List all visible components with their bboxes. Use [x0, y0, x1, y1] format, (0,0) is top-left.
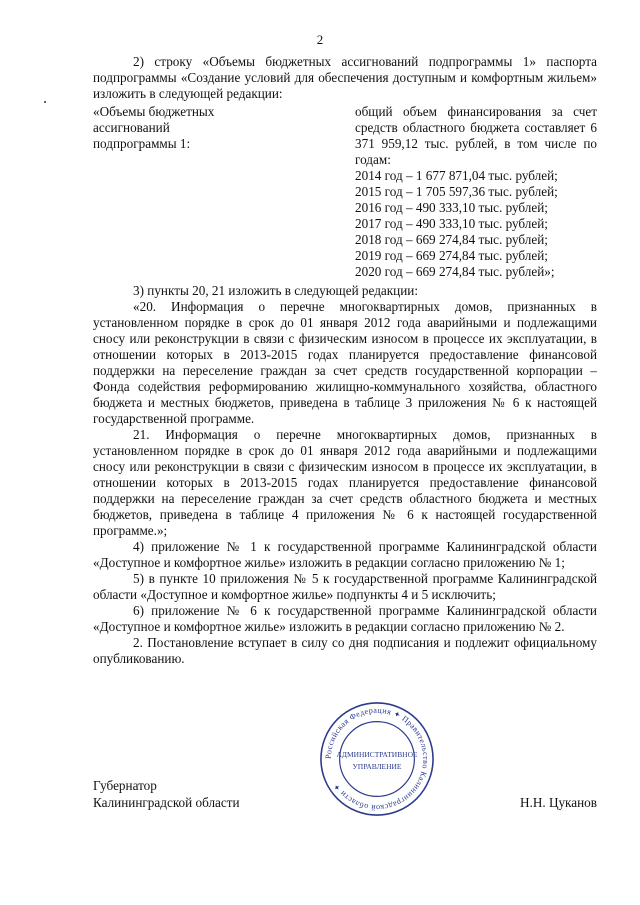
budget-year-line: 2019 год – 669 274,84 тыс. рублей; — [355, 248, 548, 263]
body-section — [93, 283, 597, 667]
budget-table-label-line: «Объемы бюджетных — [93, 104, 215, 119]
page-number: 2 — [316, 32, 324, 47]
body-paragraph: 5) в пункте 10 приложения № 5 к государственной программе Калининградской области «Доступное и комфортное жилье» подпункты 4 и 5 исключить; — [93, 571, 597, 602]
seal-center-line: АДМИНИСТРАТИВНОЕ — [336, 750, 418, 760]
intro-section — [93, 54, 597, 102]
budget-year-line: 2017 год – 490 333,10 тыс. рублей; — [355, 216, 548, 231]
signature-block — [93, 777, 597, 811]
body-paragraph: «20. Информация о перечне многоквартирных домов, признанных в установленном порядке в срок до 01 января 2012 года аварийными и подлежащими сносу или реконструкции в связи с физическим износом в процессе их эксплуатации, в отношении которых в 2013-2015 годах планируется предоставление финансовой поддержки на переселение граждан за счет средств государственной корпорации – Фонда содействия реформированию жилищно-коммунального хозяйства, областного бюджета и местных бюджетов, приведена в таблице 3 приложения № 6 к настоящей государственной программе. — [93, 299, 597, 426]
body-paragraph: 3) пункты 20, 21 изложить в следующей редакции: — [133, 283, 418, 298]
seal-ring-textpath: Российская Федерация ✦ Правительство Калининградской области ✦ — [323, 705, 431, 813]
budget-year-line: 2014 год – 1 677 871,04 тыс. рублей; — [355, 168, 558, 183]
body-paragraph: 6) приложение № 6 к государственной программе Калининградской области «Доступное и комфортное жилье» изложить в редакции согласно приложению № 2. — [93, 603, 597, 634]
signatory-title-line: Калининградской области — [93, 795, 240, 810]
signatory-title-line: Губернатор — [93, 778, 157, 793]
intro-paragraph: 2) строку «Объемы бюджетных ассигнований подпрограммы 1» паспорта подпрограммы «Создание условий для обеспечения доступным и комфортным жильем» изложить в следующей редакции: — [93, 54, 597, 101]
budget-year-line: 2015 год – 1 705 597,36 тыс. рублей; — [355, 184, 558, 199]
budget-year-line: 2020 год – 669 274,84 тыс. рублей»; — [355, 264, 555, 279]
body-paragraph: 21. Информация о перечне многоквартирных домов, признанных в установленном порядке в срок до 01 января 2012 года аварийными и подлежащими сносу или реконструкции в связи с физическим износом в процессе их эксплуатации, в отношении которых в 2013-2015 годах планируется предоставление финансовой поддержки на переселение граждан за счет средств областного бюджета и местных бюджетов, приведена в таблице 4 приложения № 6 к настоящей государственной программе.»; — [93, 427, 597, 538]
budget-total-summary: общий объем финансирования за счет средств областного бюджета составляет 6 371 959,12 тыс. рублей, в том числе по годам: — [355, 104, 597, 167]
scan-artifact-dot — [44, 101, 46, 103]
budget-year-line: 2018 год – 669 274,84 тыс. рублей; — [355, 232, 548, 247]
budget-year-line: 2016 год – 490 333,10 тыс. рублей; — [355, 200, 548, 215]
budget-table-label-line: ассигнований — [93, 120, 170, 135]
budget-table-label-cell — [93, 104, 293, 152]
budget-table-value-cell — [355, 104, 597, 280]
seal-center-line: УПРАВЛЕНИЕ — [352, 761, 402, 771]
signatory-name: Н.Н. Цуканов — [520, 795, 597, 810]
body-paragraph: 4) приложение № 1 к государственной программе Калининградской области «Доступное и комфортное жилье» изложить в редакции согласно приложению № 1; — [93, 539, 597, 570]
body-paragraph: 2. Постановление вступает в силу со дня подписания и подлежит официальному опубликованию. — [93, 635, 597, 666]
budget-table-label-line: подпрограммы 1: — [93, 136, 191, 151]
